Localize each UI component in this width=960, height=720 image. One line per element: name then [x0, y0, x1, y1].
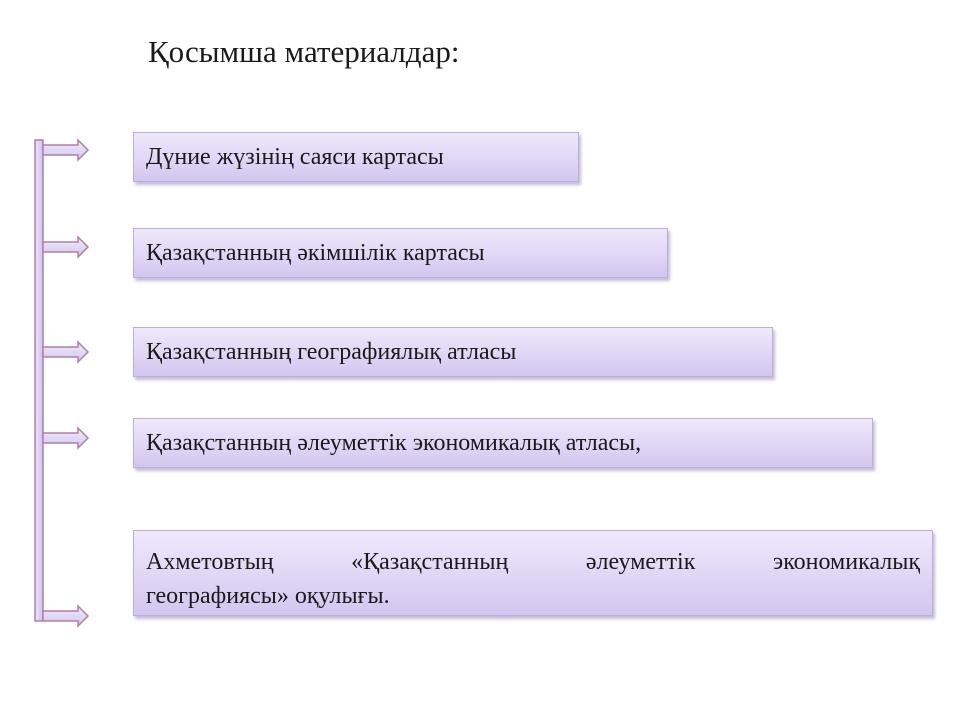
material-box-kazakhstan-socioeconomic-atlas	[133, 418, 873, 468]
material-box-label-line-1: Ахметовтың «Қазақстанның әлеуметтік экономикалық	[146, 549, 920, 575]
material-box-kazakhstan-geographic-atlas	[133, 327, 773, 377]
arrow-1	[43, 140, 88, 160]
arrow-2	[43, 237, 88, 257]
material-box-label: Қазақстанның әкімшілік картасы	[146, 239, 485, 266]
bracket-vertical-bar	[35, 140, 43, 621]
arrow-4	[43, 428, 88, 448]
material-box-akhmetov-textbook	[133, 530, 933, 616]
material-box-kazakhstan-admin-map	[133, 228, 668, 278]
material-box-label: Қазақстанның әлеуметтік экономикалық атласы,	[146, 429, 642, 456]
arrow-3	[43, 342, 88, 362]
arrow-5	[43, 606, 88, 626]
material-box-label: Қазақстанның географиялық атласы	[146, 338, 517, 365]
material-box-world-political-map	[133, 132, 579, 182]
material-box-label: Дүние жүзінің саяси картасы	[146, 143, 444, 170]
material-box-label-line-2: географиясы» оқулығы.	[146, 583, 390, 609]
slide-title: Қосымша материалдар:	[148, 34, 460, 69]
